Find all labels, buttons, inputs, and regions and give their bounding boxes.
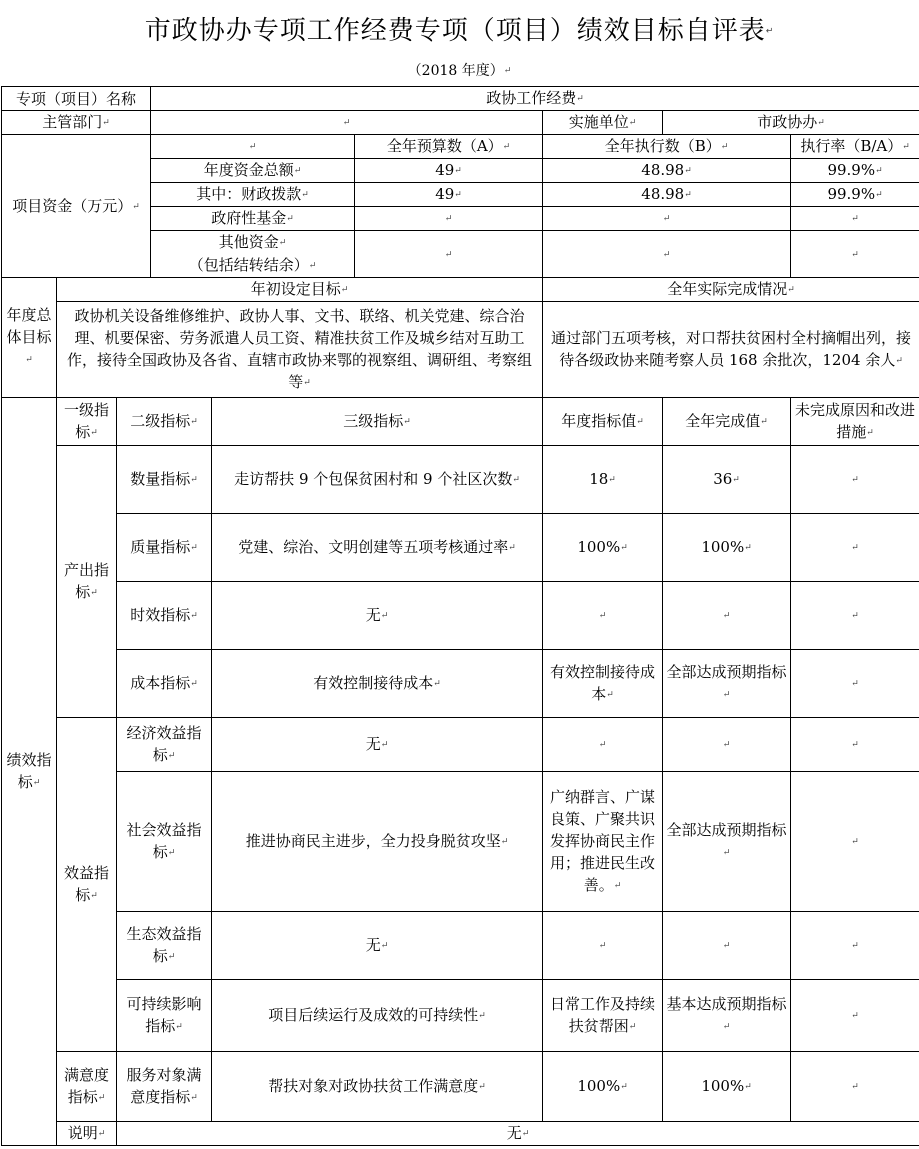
level2-indicator: 服务对象满意度指标↵ [117, 1052, 212, 1122]
reason-value: ↵ [791, 1052, 919, 1122]
project-name-label: 专项（项目）名称 [2, 87, 151, 111]
level3-indicator: 项目后续运行及成效的可持续性↵ [212, 980, 543, 1052]
fund-rate: ↵ [791, 231, 919, 278]
reason-value: ↵ [791, 718, 919, 772]
note-label: 说明↵ [57, 1122, 117, 1146]
actual-value: 36↵ [663, 446, 791, 514]
level2-indicator: 生态效益指标↵ [117, 912, 212, 980]
year-label: （2018 年度）↵ [407, 63, 512, 79]
output-indicators-label: 产出指标↵ [57, 446, 117, 718]
project-name-value: 政协工作经费↵ [151, 87, 919, 111]
department-value: ↵ [151, 111, 543, 135]
evaluation-table [1, 86, 919, 1146]
fund-rate: 99.9%↵ [791, 159, 919, 183]
fund-executed: ↵ [543, 207, 791, 231]
level2-indicator: 经济效益指标↵ [117, 718, 212, 772]
reason-value: ↵ [791, 650, 919, 718]
reason-value: ↵ [791, 772, 919, 912]
satisfaction-indicators-label: 满意度指标↵ [57, 1052, 117, 1122]
level3-indicator: 走访帮扶 9 个包保贫困村和 9 个社区次数↵ [212, 446, 543, 514]
funds-label: 项目资金（万元）↵ [2, 135, 151, 278]
target-value: 100%↵ [543, 514, 663, 582]
actual-value: 全部达成预期指标↵ [663, 772, 791, 912]
target-value: ↵ [543, 912, 663, 980]
benefit-indicators-label: 效益指标↵ [57, 718, 117, 1052]
target-value: 有效控制接待成本↵ [543, 650, 663, 718]
target-value: 100%↵ [543, 1052, 663, 1122]
level3-indicator: 无↵ [212, 718, 543, 772]
level2-indicator: 时效指标↵ [117, 582, 212, 650]
planned-goal-text: 政协机关设备维修维护、政协人事、文书、联络、机关党建、综合治理、机要保密、劳务派遣人员工资、精准扶贫工作及城乡结对互助工作，接待全国政协及各省、直辖市政协来鄂的视察组、调研组、考察组等↵ [57, 302, 543, 398]
level2-indicator: 质量指标↵ [117, 514, 212, 582]
reason-value: ↵ [791, 514, 919, 582]
fund-name: 政府性基金↵ [151, 207, 355, 231]
fund-name: 年度资金总额↵ [151, 159, 355, 183]
target-value: 广纳群言、广谋良策、广聚共识发挥协商民主作用；推进民生改善。↵ [543, 772, 663, 912]
rate-header: 执行率（B/A）↵ [791, 135, 919, 159]
funds-header-blank: ↵ [151, 135, 355, 159]
indicator-row [2, 650, 919, 718]
indicator-row [2, 980, 919, 1052]
target-value: 18↵ [543, 446, 663, 514]
actual-value: 全部达成预期指标↵ [663, 650, 791, 718]
department-label: 主管部门↵ [2, 111, 151, 135]
actual-value: ↵ [663, 582, 791, 650]
fund-name: 其中：财政拨款↵ [151, 183, 355, 207]
project-name-row [2, 87, 919, 111]
indicator-row [2, 718, 919, 772]
fund-budget: 49↵ [355, 183, 543, 207]
actual-value: 100%↵ [663, 1052, 791, 1122]
goals-header-row [2, 278, 919, 302]
level3-indicator: 党建、综治、文明创建等五项考核通过率↵ [212, 514, 543, 582]
level3-header: 三级指标↵ [212, 398, 543, 446]
performance-indicators-label: 绩效指标↵ [2, 398, 57, 1146]
target-value: 日常工作及持续扶贫帮困↵ [543, 980, 663, 1052]
actual-completion-text: 通过部门五项考核，对口帮扶贫困村全村摘帽出列，接待各级政协来随考察人员 168 余批次，1204 余人↵ [543, 302, 919, 398]
indicator-row [2, 912, 919, 980]
note-row [2, 1122, 919, 1146]
indicator-row [2, 772, 919, 912]
fund-budget: ↵ [355, 231, 543, 278]
indicators-header-row [2, 398, 919, 446]
indicator-row [2, 1052, 919, 1122]
level1-header: 一级指标↵ [57, 398, 117, 446]
goals-text-row [2, 302, 919, 398]
indicator-row [2, 582, 919, 650]
annual-goal-label: 年度总体目标↵ [2, 278, 57, 398]
executed-header: 全年执行数（B）↵ [543, 135, 791, 159]
fund-executed: 48.98↵ [543, 183, 791, 207]
fund-rate: ↵ [791, 207, 919, 231]
level3-indicator: 帮扶对象对政协扶贫工作满意度↵ [212, 1052, 543, 1122]
fund-rate: 99.9%↵ [791, 183, 919, 207]
indicator-row [2, 514, 919, 582]
fund-budget: ↵ [355, 207, 543, 231]
actual-value: 基本达成预期指标↵ [663, 980, 791, 1052]
level2-indicator: 数量指标↵ [117, 446, 212, 514]
actual-value: ↵ [663, 718, 791, 772]
reason-value: ↵ [791, 582, 919, 650]
page-title: 市政协办专项工作经费专项（项目）绩效目标自评表↵ [144, 16, 775, 46]
level3-indicator: 无↵ [212, 582, 543, 650]
budget-header: 全年预算数（A）↵ [355, 135, 543, 159]
fund-budget: 49↵ [355, 159, 543, 183]
target-value-header: 年度指标值↵ [543, 398, 663, 446]
indicator-row [2, 446, 919, 514]
level2-indicator: 社会效益指标↵ [117, 772, 212, 912]
reason-header: 未完成原因和改进措施↵ [791, 398, 919, 446]
level2-header: 二级指标↵ [117, 398, 212, 446]
planned-goal-header: 年初设定目标↵ [57, 278, 543, 302]
level3-indicator: 无↵ [212, 912, 543, 980]
actual-value-header: 全年完成值↵ [663, 398, 791, 446]
target-value: ↵ [543, 718, 663, 772]
reason-value: ↵ [791, 912, 919, 980]
funds-header-row [2, 135, 919, 159]
actual-completion-header: 全年实际完成情况↵ [543, 278, 919, 302]
level2-indicator: 成本指标↵ [117, 650, 212, 718]
reason-value: ↵ [791, 446, 919, 514]
level3-indicator: 推进协商民主进步，全力投身脱贫攻坚↵ [212, 772, 543, 912]
reason-value: ↵ [791, 980, 919, 1052]
implementing-unit-label: 实施单位↵ [543, 111, 663, 135]
note-value: 无↵ [117, 1122, 919, 1146]
department-row [2, 111, 919, 135]
fund-executed: 48.98↵ [543, 159, 791, 183]
level2-indicator: 可持续影响指标↵ [117, 980, 212, 1052]
actual-value: ↵ [663, 912, 791, 980]
target-value: ↵ [543, 582, 663, 650]
level3-indicator: 有效控制接待成本↵ [212, 650, 543, 718]
implementing-unit-value: 市政协办↵ [663, 111, 919, 135]
fund-executed: ↵ [543, 231, 791, 278]
fund-name: 其他资金↵ （包括结转结余）↵ [151, 231, 355, 278]
actual-value: 100%↵ [663, 514, 791, 582]
